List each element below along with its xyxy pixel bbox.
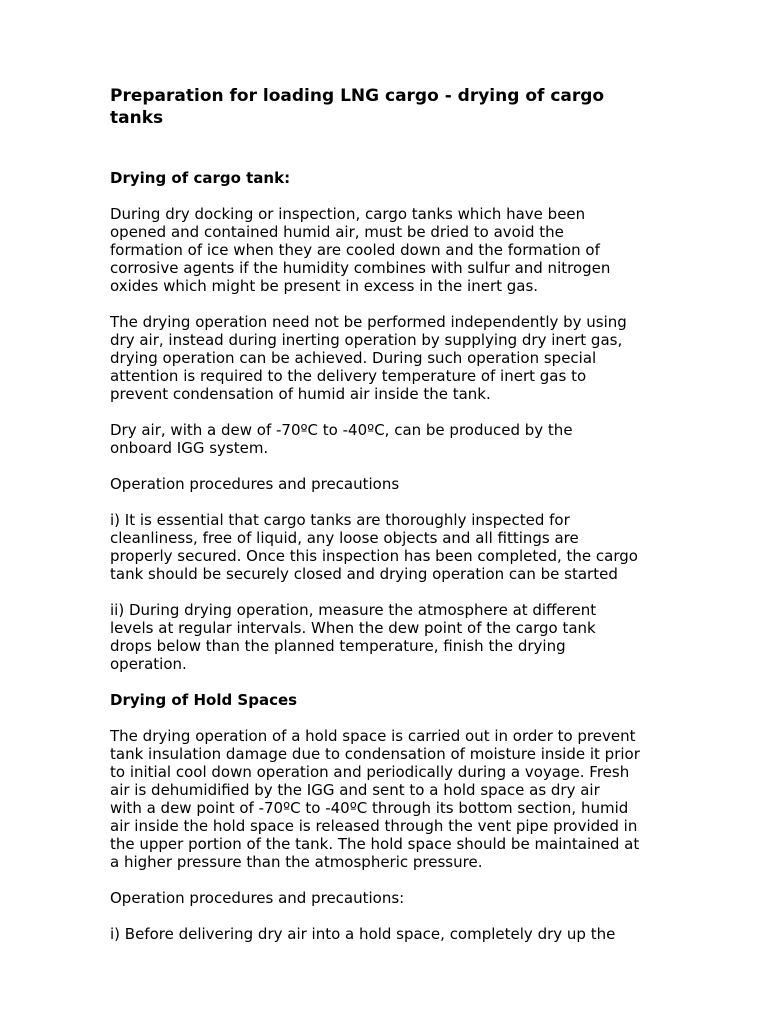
paragraph (110, 421, 660, 457)
text-line: Operation procedures and precautions: (110, 889, 405, 907)
paragraph (110, 475, 660, 493)
text-line: air inside the hold space is released through the vent pipe provided in (110, 817, 638, 835)
paragraph (110, 727, 660, 871)
paragraph (110, 925, 660, 943)
text-line: a higher pressure than the atmospheric pressure. (110, 853, 483, 871)
section-heading-drying-hold-spaces: Drying of Hold Spaces (110, 691, 298, 709)
text-line: the upper portion of the tank. The hold space should be maintained at (110, 835, 640, 853)
text-line: The drying operation of a hold space is carried out in order to prevent (110, 727, 636, 745)
title-line: Preparation for loading LNG cargo - drying of cargo (110, 86, 605, 106)
text-line: levels at regular intervals. When the dew point of the cargo tank (110, 619, 596, 637)
text-line: attention is required to the delivery temperature of inert gas to (110, 367, 587, 385)
text-line: i) It is essential that cargo tanks are thoroughly inspected for (110, 511, 570, 529)
text-line: onboard IGG system. (110, 439, 269, 457)
text-line: corrosive agents if the humidity combines with sulfur and nitrogen (110, 259, 611, 277)
text-line: oxides which might be present in excess in the inert gas. (110, 277, 539, 295)
text-line: to initial cool down operation and periodically during a voyage. Fresh (110, 763, 630, 781)
text-line: tank insulation damage due to condensation of moisture inside it prior (110, 745, 640, 763)
document-title (110, 85, 660, 129)
text-line: prevent condensation of humid air inside the tank. (110, 385, 491, 403)
text-line: drying operation can be achieved. During such operation special (110, 349, 597, 367)
paragraph (110, 205, 660, 295)
text-line: Operation procedures and precautions (110, 475, 400, 493)
paragraph (110, 313, 660, 403)
text-line: with a dew point of -70ºC to -40ºC through its bottom section, humid (110, 799, 629, 817)
text-line: drops below than the planned temperature, finish the drying (110, 637, 566, 655)
paragraph (110, 889, 660, 907)
text-line: opened and contained humid air, must be dried to avoid the (110, 223, 564, 241)
text-line: i) Before delivering dry air into a hold space, completely dry up the (110, 925, 616, 943)
text-line: cleanliness, free of liquid, any loose objects and all fittings are (110, 529, 579, 547)
text-line: During dry docking or inspection, cargo tanks which have been (110, 205, 586, 223)
text-line: tank should be securely closed and drying operation can be started (110, 565, 618, 583)
text-line: Dry air, with a dew of -70ºC to -40ºC, can be produced by the (110, 421, 573, 439)
paragraph (110, 601, 660, 673)
section-heading-drying-cargo-tank: Drying of cargo tank: (110, 169, 291, 187)
text-line: dry air, instead during inerting operation by supplying dry inert gas, (110, 331, 623, 349)
text-line: air is dehumidified by the IGG and sent to a hold space as dry air (110, 781, 600, 799)
text-line: formation of ice when they are cooled down and the formation of (110, 241, 600, 259)
text-line: properly secured. Once this inspection has been completed, the cargo (110, 547, 638, 565)
paragraph (110, 511, 660, 583)
text-line: The drying operation need not be performed independently by using (110, 313, 627, 331)
title-line: tanks (110, 108, 164, 128)
text-line: operation. (110, 655, 187, 673)
text-line: ii) During drying operation, measure the atmosphere at different (110, 601, 597, 619)
